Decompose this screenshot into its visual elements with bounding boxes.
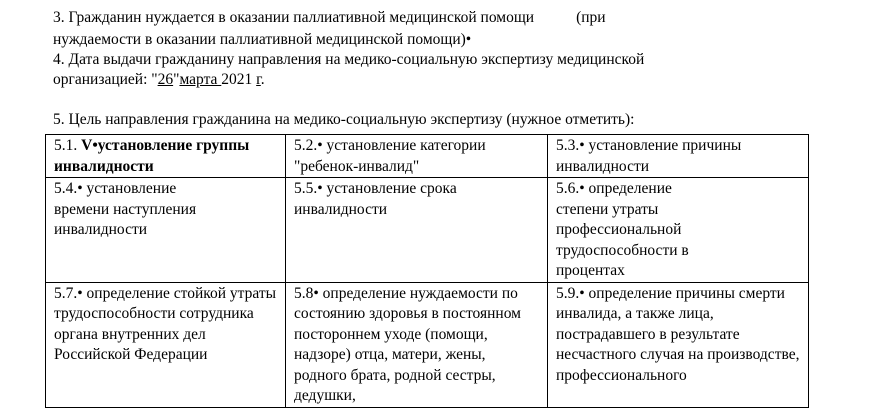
cell-5-6-text: 5.6.• определение степени утраты профессиональной трудоспособности в процентах — [556, 180, 689, 279]
cell-5-1-text: V•установление группы инвалидности — [54, 137, 250, 175]
table-row — [46, 282, 809, 407]
purpose-table — [45, 134, 809, 408]
table-cell-5-9 — [548, 282, 809, 407]
table-cell-5-2 — [286, 135, 548, 178]
table-cell-5-1 — [46, 135, 286, 178]
cell-5-7-text: 5.7.• определение стойкой утраты трудоспособности сотрудника органа внутренних дел Российской Федерации — [54, 284, 277, 363]
issue-day: 26 — [157, 71, 174, 88]
table-cell-5-3 — [548, 135, 809, 178]
cell-5-3-text: 5.3.• установление причины инвалидности — [556, 137, 742, 175]
table-cell-5-7 — [46, 282, 286, 407]
issue-year: 2021 — [221, 71, 257, 88]
table-cell-5-5 — [286, 178, 548, 283]
table-cell-5-4 — [46, 178, 286, 283]
table-row — [46, 135, 809, 178]
paragraph-4-prefix: организацией: " — [53, 71, 158, 88]
table-cell-5-6 — [548, 178, 809, 283]
table-row — [46, 178, 809, 283]
paragraph-3-tail: (при — [576, 9, 606, 26]
paragraph-3-line-1 — [53, 8, 606, 28]
paragraph-4-line-1: 4. Дата выдачи гражданину направления на медико-социальную экспертизу медицинской — [53, 51, 645, 68]
cell-5-4-text: 5.4.• установление времени наступления инвалидности — [54, 180, 197, 238]
cell-5-8-text: 5.8• определение нуждаемости по состоянию здоровья в постоянном постороннем уходе (помощи, надзоре) отца, матери, жены, родного брата, родной сестры, дедушки, — [294, 284, 521, 404]
issue-year-suffix: г — [256, 71, 261, 88]
paragraph-3-text: 3. Гражданин нуждается в оказании паллиативной медицинской помощи — [53, 9, 535, 26]
paragraph-4-period: . — [260, 71, 265, 88]
cell-5-5-text: 5.5.• установление срока инвалидности — [294, 180, 457, 218]
cell-5-9-text: 5.9.• определение причины смерти инвалида, а также лица, пострадавшего в результате несчастного случая на производстве, профессионального — [556, 284, 800, 384]
cell-5-2-text: 5.2.• установление категории "ребенок-инвалид" — [294, 137, 486, 175]
paragraph-3-line-2: нуждаемости в оказании паллиативной медицинской помощи)• — [53, 31, 472, 48]
table-cell-5-8 — [286, 282, 548, 407]
issue-month: марта — [179, 71, 222, 88]
paragraph-5-heading: 5. Цель направления гражданина на медико-социальную экспертизу (нужное отметить): — [53, 111, 635, 128]
cell-5-1-number: 5.1. — [54, 137, 82, 154]
paragraph-4-line-2 — [53, 70, 265, 90]
paragraph-4-quote: " — [173, 71, 180, 88]
